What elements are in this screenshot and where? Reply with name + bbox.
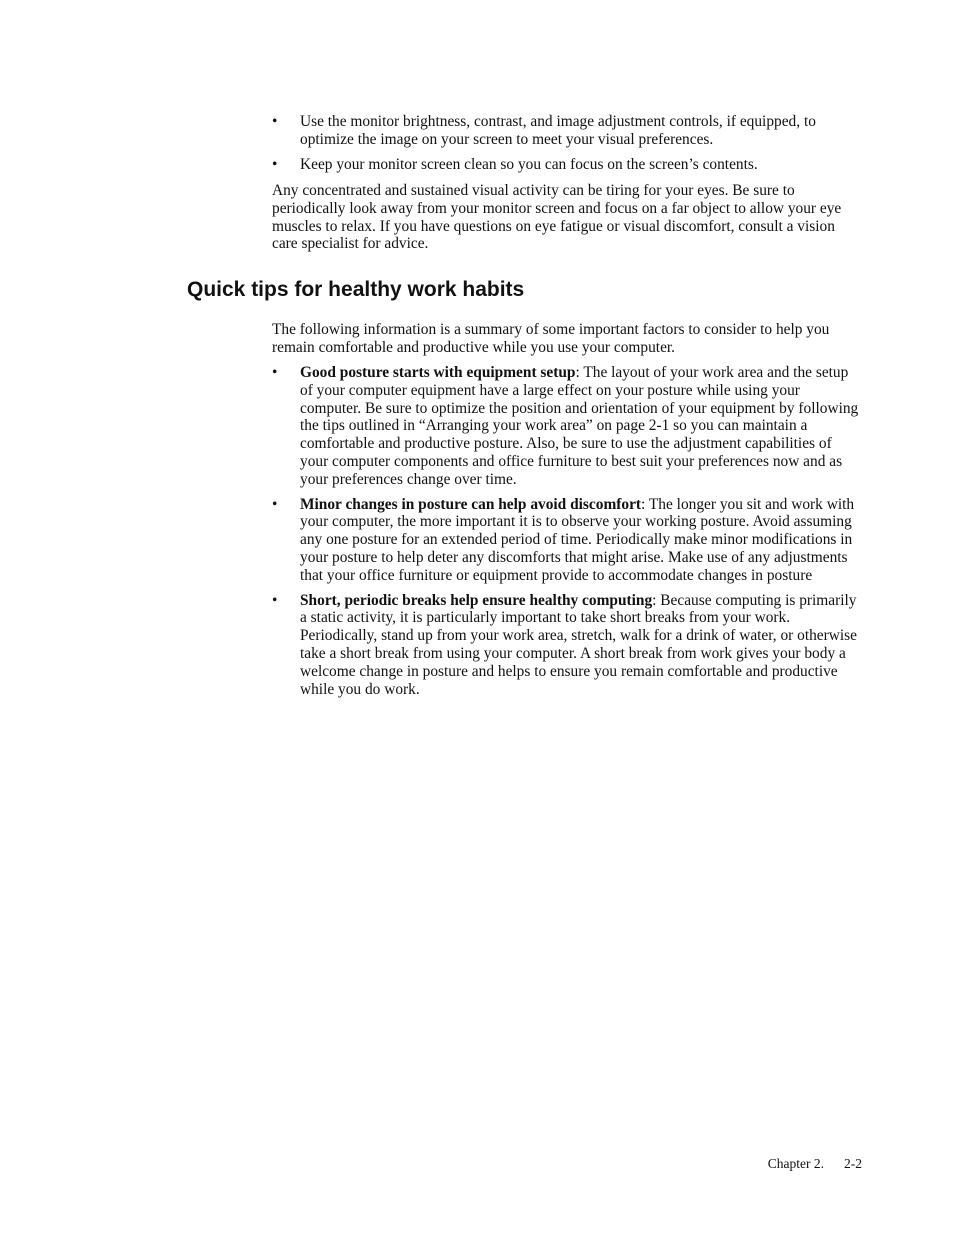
section-heading: Quick tips for healthy work habits	[187, 278, 525, 301]
footer-chapter: Chapter 2.	[767, 1156, 824, 1171]
tip-item	[272, 592, 862, 699]
tips-list	[272, 364, 862, 698]
tip-item	[272, 364, 862, 489]
bullet-marker: •	[272, 155, 278, 173]
bullet-text: Keep your monitor screen clean so you can focus on the screen’s contents.	[300, 155, 758, 173]
footer-page-number: 2-2	[844, 1156, 862, 1171]
intro-bullet-list	[272, 113, 862, 173]
list-item	[272, 113, 862, 149]
bullet-marker: •	[272, 495, 278, 513]
bullet-marker: •	[272, 591, 278, 609]
bullet-marker: •	[272, 364, 278, 381]
list-item	[272, 156, 862, 174]
section-summary-block	[272, 321, 862, 357]
tip-item	[272, 496, 862, 585]
section-summary: The following information is a summary of some important factors to consider to help you remain comfortable and productive while you use your computer.	[272, 321, 830, 356]
bullet-marker: •	[272, 113, 278, 130]
tip-text: : Because computing is primarily a static activity, it is particularly important to take short breaks from your work. Periodically, stand up from your work area, stretch, walk for a drink of water, or otherwise take a short break from using your computer. A short break from work gives your body a welcome change in posture and helps to ensure you remain comfortable and productive while you do work.	[300, 591, 857, 698]
intro-paragraph-block	[272, 182, 862, 253]
tip-lead: Minor changes in posture can help avoid discomfort	[300, 495, 642, 513]
tip-lead: Good posture starts with equipment setup	[300, 364, 576, 381]
intro-paragraph: Any concentrated and sustained visual activity can be tiring for your eyes. Be sure to periodically look away from your monitor screen and focus on a far object to allow your eye muscles to relax. If you have questions on eye fatigue or visual discomfort, consult a vision care specialist for advice.	[272, 182, 842, 253]
bullet-text: Use the monitor brightness, contrast, and image adjustment controls, if equipped, to optimize the image on your screen to meet your visual preferences.	[300, 113, 816, 148]
tip-lead: Short, periodic breaks help ensure healthy computing	[300, 591, 653, 609]
tip-text: : The longer you sit and work with your computer, the more important it is to observe your working posture. Avoid assuming any one posture for an extended period of time. Periodically make minor modifications in your posture to help deter any discomforts that might arise. Make use of any adjustments that your office furniture or equipment provide to accommodate changes in posture	[300, 495, 855, 584]
page-footer	[700, 1156, 862, 1172]
tip-text: : The layout of your work area and the setup of your computer equipment have a large effect on your posture while using your computer. Be sure to optimize the position and orientation of your equipment by following the tips outlined in “Arranging your work area” on page 2-1 so you can maintain a comfortable and productive posture. Also, be sure to use the adjustment capabilities of your computer components and office furniture to best suit your preferences now and as your preferences change over time.	[300, 364, 859, 488]
